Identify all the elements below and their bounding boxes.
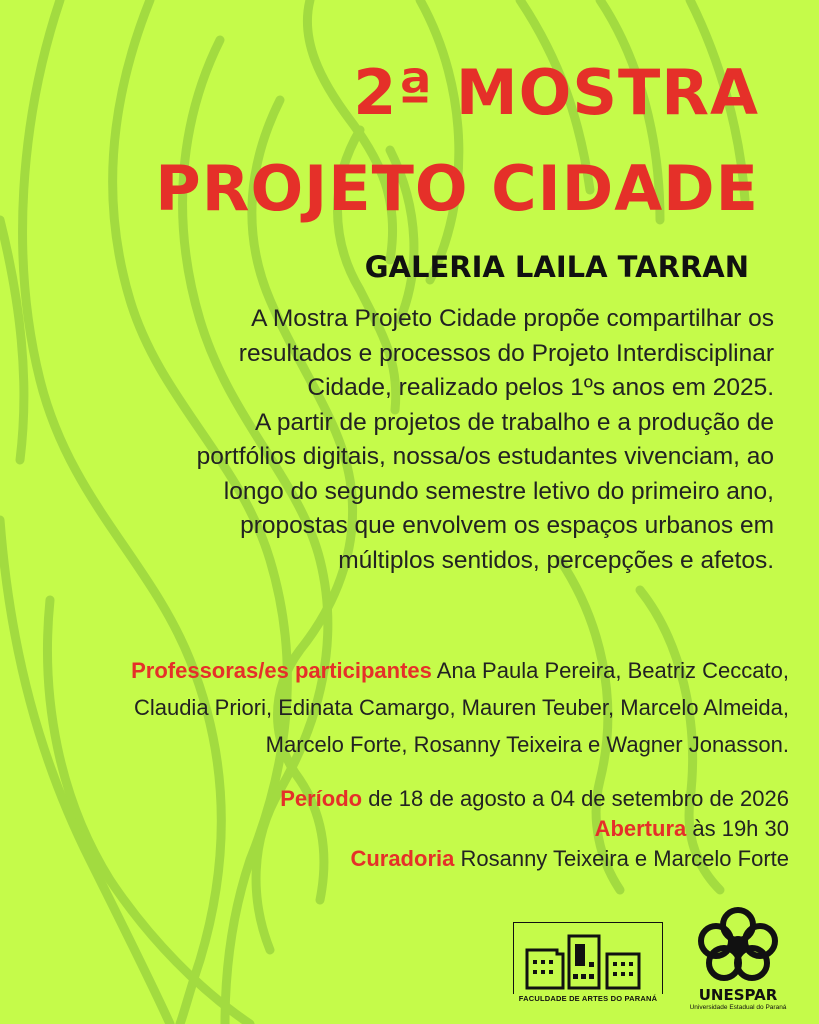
professors-block (29, 652, 789, 763)
description-line: longo do segundo semestre letivo do primeiro ano, (223, 477, 774, 505)
unespar-logo (688, 903, 788, 1013)
description (74, 302, 774, 578)
curation-value: Rosanny Teixeira e Marcelo Forte (454, 846, 789, 871)
opening-value: às 19h 30 (686, 816, 789, 841)
curation-row (29, 844, 789, 874)
title-line-1: 2ª MOSTRA (353, 56, 759, 129)
event-info (29, 784, 789, 874)
gallery-subtitle: GALERIA LAILA TARRAN (364, 250, 749, 284)
professors-line: Claudia Priori, Edinata Camargo, Mauren Teuber, Marcelo Almeida, (133, 695, 789, 720)
description-line: resultados e processos do Projeto Interdisciplinar (238, 339, 774, 367)
fap-caption: FACULDADE DE ARTES DO PARANÁ (518, 994, 658, 1003)
professors-names: Ana Paula Pereira, Beatriz Ceccato, (431, 658, 789, 683)
period-row (29, 784, 789, 814)
fap-building-icon (513, 922, 663, 994)
unespar-subtitle: Universidade Estadual do Paraná (689, 1004, 787, 1011)
unespar-name: UNESPAR (698, 986, 778, 1004)
opening-label: Abertura (594, 816, 687, 841)
title-line-2: PROJETO CIDADE (155, 152, 759, 225)
unespar-flower-icon (688, 903, 788, 983)
professors-line: Marcelo Forte, Rosanny Teixeira e Wagner Jonasson. (265, 732, 789, 757)
description-line: múltiplos sentidos, percepções e afetos. (338, 546, 774, 574)
description-line: portfólios digitais, nossa/os estudantes vivenciam, ao (196, 443, 774, 470)
period-label: Período (280, 786, 363, 811)
curation-label: Curadoria (350, 846, 455, 871)
professors-line (29, 652, 789, 689)
description-line: Cidade, realizado pelos 1ºs anos em 2025. (307, 374, 774, 401)
period-value: de 18 de agosto a 04 de setembro de 2026 (362, 786, 789, 811)
description-line: A Mostra Projeto Cidade propõe compartilhar os (251, 305, 774, 332)
description-line: A partir de projetos de trabalho e a produção de (255, 408, 774, 436)
fap-logo (513, 922, 663, 1012)
professors-label: Professoras/es participantes (131, 658, 432, 683)
description-line: propostas que envolvem os espaços urbanos em (240, 512, 774, 539)
opening-row (29, 814, 789, 844)
